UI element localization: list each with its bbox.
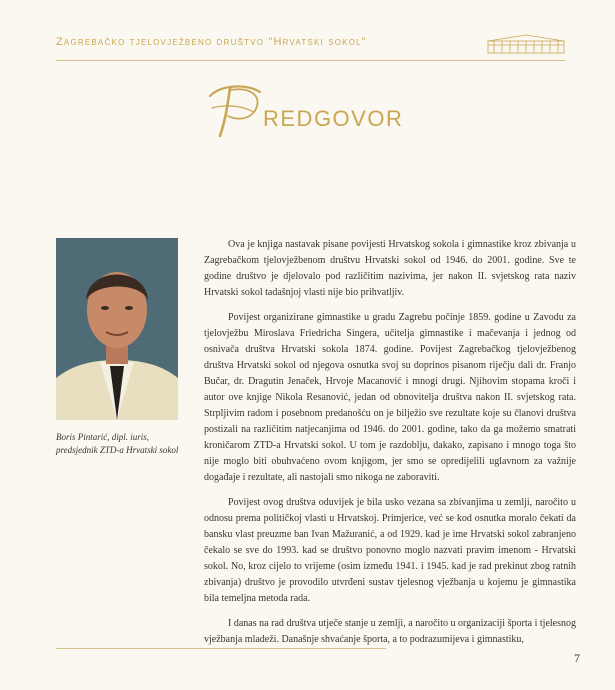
chapter-title: REDGOVOR: [263, 106, 404, 131]
body-paragraph: I danas na rad društva utječe stanje u zemlji, a naročito u organizaciji športa i tjelesnog vježbanja mladeži. Današnje shvaćanje športa, a to podrazumijeva i gimnastiku,: [204, 618, 576, 645]
chapter-heading: [208, 82, 568, 142]
running-header: [56, 34, 566, 56]
body-paragraph: Povijest ovog društva oduvijek je bila usko vezana sa zbivanjima u zemlji, naročito u odnosu prema političkoj vlasti u Hrvatskoj. Primjerice, već se kod osnutka moralo čekati da bansku vlast preuzme ban Ivan Mažuranić, a od 1929. kad je ime Hrvatski sokol zabranjeno čekalo se sve do 1993. kad se društvo ponovno moglo nazvati pravim imenom - Hrvatski sokol. No, kroz cijelo to vrijeme (osim između 1941. i 1945. kad je rad prekinut zbog ratnih zbivanja) društvo je provodilo utvrđeni sustav tjelesnog vježbanja u kojemu je gimnastika bila temeljna metoda rada.: [204, 497, 576, 604]
body-text: [204, 237, 576, 657]
footer-divider: [56, 648, 386, 649]
running-header-title: Zagrebačko tjelovježbeno društvo "Hrvatski sokol": [56, 36, 367, 48]
photo-caption-name: Boris Pintarić, dipl. iuris,: [56, 432, 150, 442]
building-facade-icon: [486, 34, 566, 59]
body-paragraph: Ova je knjiga nastavak pisane povijesti Hrvatskog sokola i gimnastike kroz zbivanja u Zagrebačkom tjelovježbenom društvu Hrvatski sokol od 1946. do 2001. godine. Sve te godine društvo je djelovalo pod različitim nazivima, jer nakon II. svjetskog rata naziv Hrvatski sokol tadašnjoj vlasti nije bio prihvatljiv.: [204, 239, 576, 298]
photo-caption: [56, 431, 186, 457]
header-divider: [56, 60, 566, 61]
photo-caption-role: predsjednik ZTD-a Hrvatski sokol: [56, 445, 179, 455]
body-paragraph: Povijest organizirane gimnastike u gradu Zagrebu počinje 1859. godine u Zavodu za tjelovježbu Miroslava Friedricha Singera, učitelja gimnastike i mačevanja i jednog od osnivača društva Hrvatski sokola 1874. godine. Povijest Zagrebačkog tjelovježbenog društva Hrvatski sokol od njegova osnutka svoj su doprinos pisanom riječju dali dr. Franjo Bučar, dr. Dragutin Jenaček, Hrvoje Macanović i mnogi drugi. Njihovim stopama kroči i autor ove knjige Nikola Resanović, jedan od obnovitelja društva nakon II. svjetskog rata. Strpljivim radom i posebnom predanošću on je bilježio sve rezultate koje su članovi društva postizali na različitim natjecanjima od 1946. do 2001. godine, tako da ga možemo smatrati kroničarom ZTD-a Hrvatski sokol. U tom je razdoblju, dakako, zapisano i mnogo toga što nije moglo biti obuhvaćeno ovom knjigom, jer smo se opredijelili uglavnom za važnije događaje i rezultate, ali nastojali smo nikoga ne zaboraviti.: [204, 312, 576, 483]
page-number: 7: [574, 651, 580, 665]
author-portrait-photo: [56, 238, 178, 420]
ornate-p-monogram-icon: [208, 82, 268, 143]
